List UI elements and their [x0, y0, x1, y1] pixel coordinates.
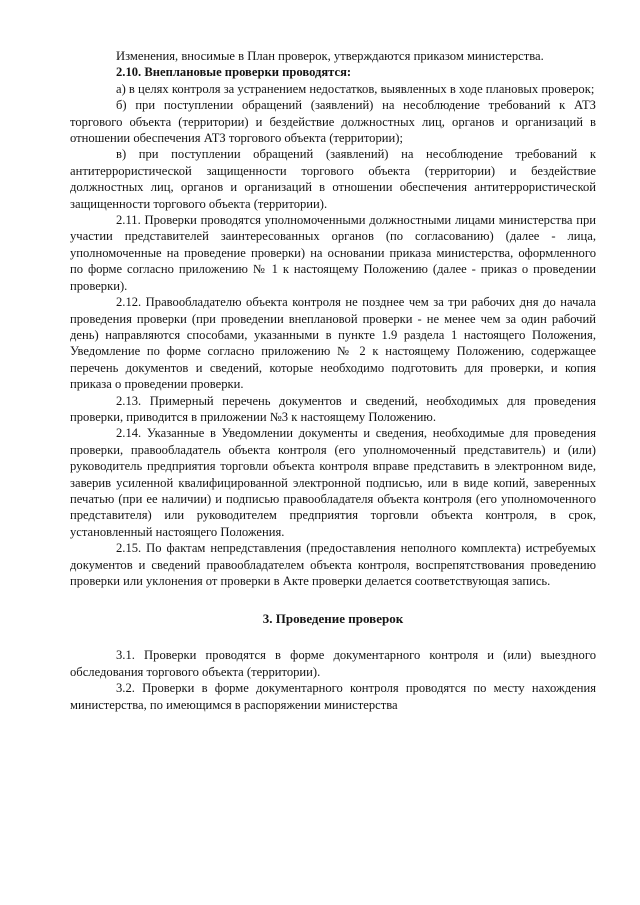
paragraph-2-13: 2.13. Примерный перечень документов и сведений, необходимых для проведения проверки, приводится в приложении №3 к настоящему Положению. [70, 393, 596, 424]
paragraph-intro: Изменения, вносимые в План проверок, утверждаются приказом министерства. [116, 49, 544, 63]
paragraph-2-14: 2.14. Указанные в Уведомлении документы и сведения, необходимые для проведения проверки, правообладатель объекта контроля (его уполномоченный представитель) и (или) руководитель предприятия торговли объекта контроля вправе представить в электронном виде, заверив усиленной квалифицированной электронной подписью, или в виде копий, заверенных печатью (при ее наличии) и подписью правообладателя объекта контроля (его уполномоченного представителя) или руководителем предприятия торговли объекта контроля, в срок, установленный настоящего Положения. [70, 426, 596, 539]
paragraph-2-11: 2.11. Проверки проводятся уполномоченными должностными лицами министерства при участии представителей заинтересованных органов (по согласованию) (далее - лица, уполномоченные на проведение проверки) на основании приказа министерства, оформленного по форме согласно приложению № 1 к настоящему Положению (далее - приказ о проведении проверки). [70, 213, 596, 293]
paragraph-3-2: 3.2. Проверки в форме документарного контроля проводятся по месту нахождения министерства, по имеющимся в распоряжении министерства [70, 681, 596, 712]
paragraph-2-10-b: б) при поступлении обращений (заявлений) на несоблюдение требований к АТЗ торгового объекта (территории) и бездействие должностных лиц, органов и организаций в отношении обеспечения АТЗ торгового объекта (территории); [70, 98, 596, 146]
paragraph-3-1: 3.1. Проверки проводятся в форме документарного контроля и (или) выездного обследования торгового объекта (территории). [70, 648, 596, 679]
clause-heading: 2.10. Внеплановые проверки проводятся: [116, 65, 352, 80]
paragraph-2-10-a: а) в целях контроля за устранением недостатков, выявленных в ходе плановых проверок; [116, 81, 595, 96]
section-title: 3. Проведение проверок [262, 611, 404, 627]
paragraph-2-10-v: в) при поступлении обращений (заявлений) на несоблюдение требований к антитеррористической защищенности торгового объекта (территории) и бездействие должностных лиц, органов и организаций в отношении обеспечения антитеррористической защищенности торгового объекта (территории). [70, 147, 596, 211]
document-body-top [70, 48, 596, 589]
document-body-bottom [70, 647, 596, 713]
paragraph-2-15: 2.15. По фактам непредставления (предоставления неполного комплекта) истребуемых документов и сведений правообладателем объекта контроля, воспрепятствования проведению проверки или уклонения от проверки в Акте проверки делается соответствующая запись. [70, 541, 596, 588]
paragraph-2-12: 2.12. Правообладателю объекта контроля не позднее чем за три рабочих дня до начала проведения проверки (при проведении внеплановой проверки - не менее чем за один рабочий день) направляются способами, указанными в пункте 1.9 раздела 1 настоящего Положения, Уведомление по форме согласно приложению № 2 к настоящему Положению, содержащее перечень документов и сведений, которые необходимо подготовить для проверки, и копия приказа о проведении проверки. [70, 295, 596, 392]
paragraph-2-10-heading [70, 64, 596, 80]
